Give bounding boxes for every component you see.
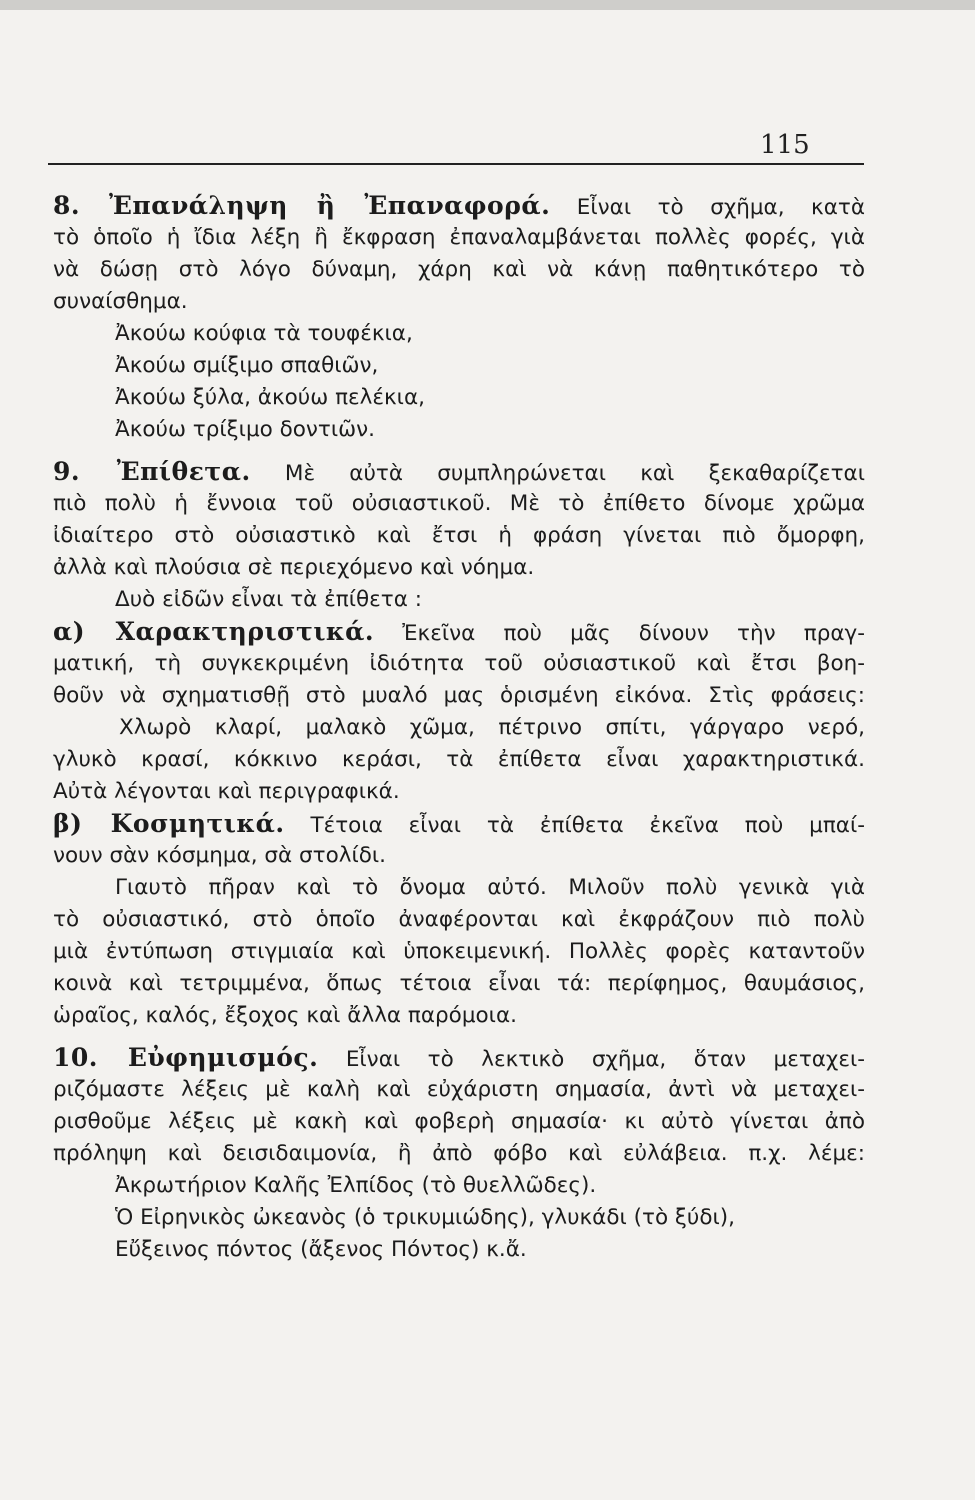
example-line: Ὁ Εἰρηνικὸς ὠκεανὸς (ὁ τρικυμιώδης), γλυκάδι (τὸ ξύδι), [115, 1205, 736, 1230]
section-b-line-3: Γιαυτὸ πῆραν καὶ τὸ ὄνομα αὐτό. Μιλοῦν πολὺ γενικὰ γιὰ [115, 875, 865, 900]
section-8-line-4: συναίσθημα. [53, 289, 188, 314]
section-b-line-6: κοινὰ καὶ τετριμμένα, ὅπως τέτοια εἶναι τά: περίφημος, θαυμάσιος, [53, 971, 865, 996]
section-10-heading: 10. Εὐφημισμός. [53, 1043, 319, 1072]
section-9-line-5: Δυὸ εἰδῶν εἶναι τὰ ἐπίθετα : [115, 587, 422, 612]
section-9-line-2: πιὸ πολὺ ἡ ἔννοια τοῦ οὐσιαστικοῦ. Μὲ τὸ ἐπίθετο δίνομε χρῶμα [53, 491, 865, 516]
section-a-line-6: Αὐτὰ λέγονται καὶ περιγραφικά. [53, 779, 400, 804]
page-number: 115 [760, 130, 810, 160]
section-10-line-1: 10. Εὐφημισμός. Εἶναι τὸ λεκτικὸ σχῆμα, ὅταν μεταχει- [53, 1043, 866, 1072]
section-a-line-1: α) Χαρακτηριστικά. Ἐκεῖνα ποὺ μᾶς δίνουν τὴν πραγ- [53, 617, 865, 646]
section-a-line-3: θοῦν νὰ σχηματισθῇ στὸ μυαλό μας ὁρισμένη εἰκόνα. Στὶς φράσεις: [53, 683, 865, 708]
section-b-line-4: τὸ οὐσιαστικό, στὸ ὁποῖο ἀναφέρονται καὶ ἐκφράζουν πιὸ πολὺ [53, 907, 865, 932]
section-a-line-4: Χλωρὸ κλαρί, μαλακὸ χῶμα, πέτρινο σπίτι, γάργαρο νερό, [119, 715, 865, 740]
section-b-line-2: νουν σὰν κόσμημα, σὰ στολίδι. [53, 843, 386, 868]
verse-line: Ἀκούω σμίξιμο σπαθιῶν, [115, 353, 379, 378]
section-b-line-1: β) Κοσμητικά. Τέτοια εἶναι τὰ ἐπίθετα ἐκεῖνα ποὺ μπαί- [53, 809, 865, 838]
section-9-heading: 9. Ἐπίθετα. [53, 457, 251, 486]
section-8-line-3: νὰ δώσῃ στὸ λόγο δύναμη, χάρη καὶ νὰ κάνῃ παθητικότερο τὸ [53, 257, 865, 282]
example-line: Εὔξεινος πόντος (ἄξενος Πόντος) κ.ἄ. [115, 1237, 527, 1262]
section-a-line-2: ματική, τὴ συγκεκριμένη ἰδιότητα τοῦ οὐσιαστικοῦ καὶ ἔτσι βοη- [53, 651, 865, 676]
section-9-line-1: 9. Ἐπίθετα. Μὲ αὐτὰ συμπληρώνεται καὶ ξεκαθαρίζεται [53, 457, 865, 486]
section-b-line-5: μιὰ ἐντύπωση στιγμιαία καὶ ὑποκειμενική. Πολλὲς φορὲς καταντοῦν [53, 939, 865, 964]
verse-line: Ἀκούω τρίξιμο δοντιῶν. [115, 417, 375, 442]
section-a-line-5: γλυκὸ κρασί, κόκκινο κεράσι, τὰ ἐπίθετα εἶναι χαρακτηριστικά. [53, 747, 865, 772]
section-10-line-4: πρόληψη καὶ δεισιδαιμονία, ἢ ἀπὸ φόβο καὶ εὐλάβεια. π.χ. λέμε: [53, 1141, 865, 1166]
example-line: Ἀκρωτήριον Καλῆς Ἐλπίδος (τὸ θυελλῶδες). [115, 1173, 597, 1198]
section-8-line-2: τὸ ὁποῖο ἡ ἴδια λέξη ἢ ἔκφραση ἐπαναλαμβάνεται πολλὲς φορές, γιὰ [53, 225, 865, 250]
body-text [53, 190, 865, 1266]
section-b-heading: β) Κοσμητικά. [53, 809, 285, 838]
section-b-line-7: ὡραῖος, καλός, ἔξοχος καὶ ἄλλα παρόμοια. [53, 1003, 517, 1028]
page-top-edge [0, 0, 975, 10]
section-10-line-3: ρισθοῦμε λέξεις μὲ κακὴ καὶ φοβερὴ σημασία· κι αὐτὸ γίνεται ἀπὸ [53, 1109, 865, 1134]
header-rule [48, 163, 864, 165]
verse-line: Ἀκούω ξύλα, ἀκούω πελέκια, [115, 385, 425, 410]
section-8-line-1: 8. Ἐπανάληψη ἢ Ἐπαναφορά. Εἶναι τὸ σχῆμα, κατὰ [53, 191, 866, 220]
verse-line: Ἀκούω κούφια τὰ τουφέκια, [115, 321, 413, 346]
section-9-line-4: ἀλλὰ καὶ πλούσια σὲ περιεχόμενο καὶ νόημα. [53, 555, 535, 580]
section-10-line-2: ριζόμαστε λέξεις μὲ καλὴ καὶ εὐχάριστη σημασία, ἀντὶ νὰ μεταχει- [53, 1077, 865, 1102]
section-9-line-3: ἰδιαίτερο στὸ οὐσιαστικὸ καὶ ἔτσι ἡ φράση γίνεται πιὸ ὄμορφη, [53, 523, 865, 548]
section-8-heading: 8. Ἐπανάληψη ἢ Ἐπαναφορά. [53, 191, 551, 220]
section-a-heading: α) Χαρακτηριστικά. [53, 617, 375, 646]
